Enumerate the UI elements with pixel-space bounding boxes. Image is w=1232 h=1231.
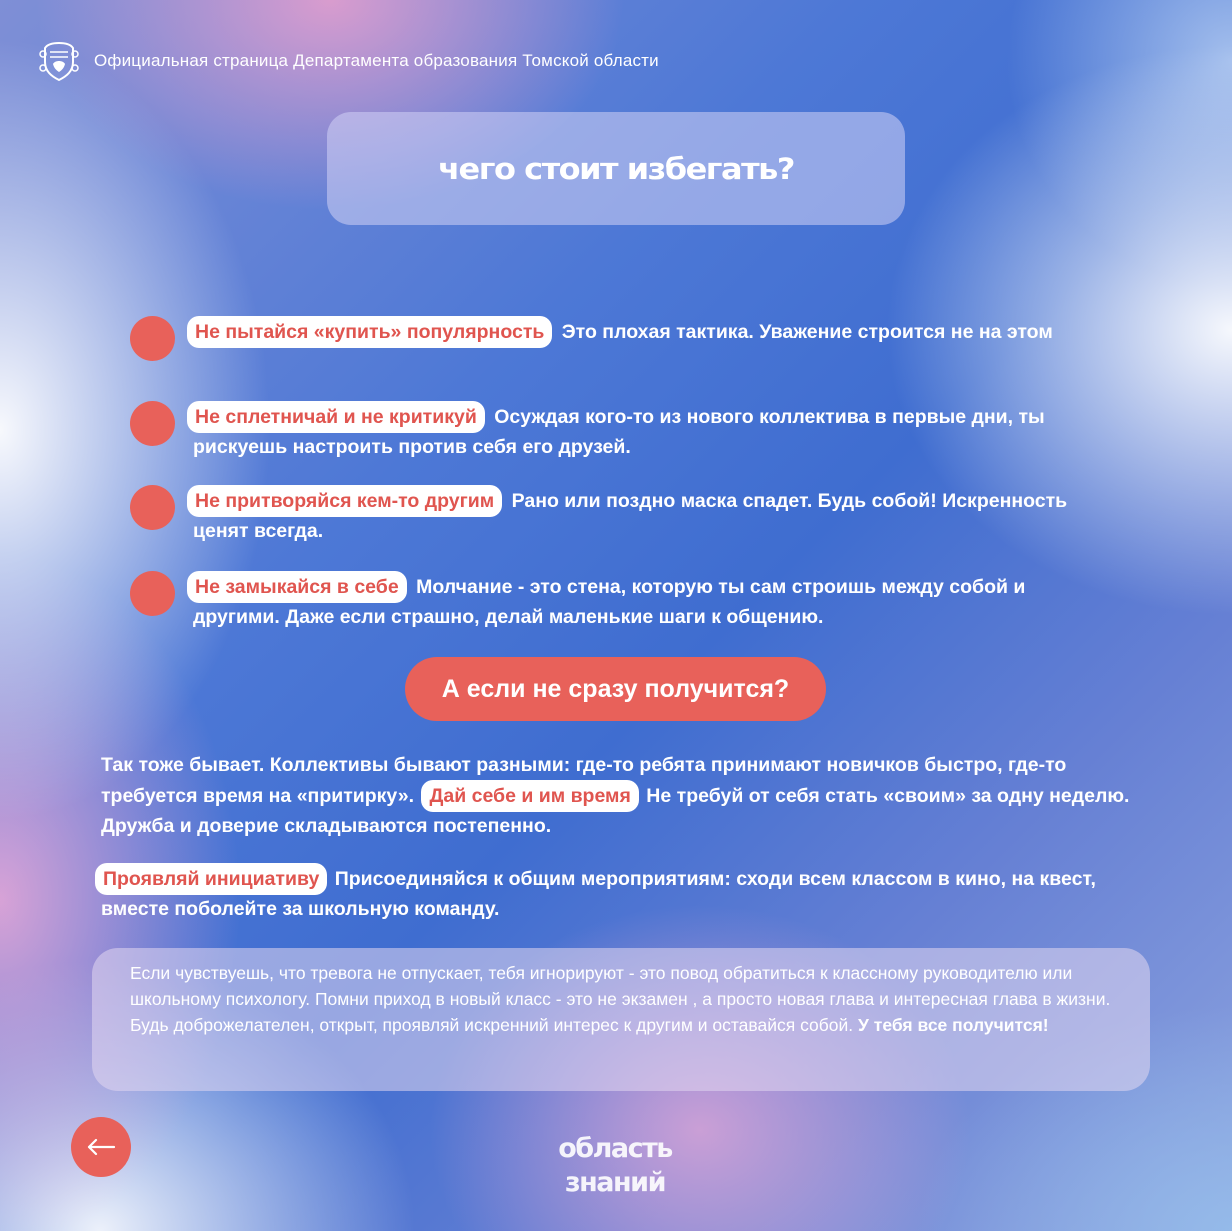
coat-of-arms-icon bbox=[38, 40, 80, 82]
bullet-dot bbox=[130, 485, 175, 530]
header bbox=[38, 40, 659, 82]
item-highlight: Не замыкайся в себе bbox=[187, 571, 407, 603]
advice-bold-text: У тебя все получится! bbox=[858, 1015, 1049, 1035]
brand-logo bbox=[520, 1132, 710, 1200]
advice-card bbox=[92, 948, 1150, 1091]
paragraph-highlight: Дай себе и им время bbox=[421, 780, 638, 812]
header-title: Официальная страница Департамента образования Томской области bbox=[94, 51, 659, 70]
arrow-left-icon bbox=[86, 1138, 116, 1156]
item-highlight: Не пытайся «купить» популярность bbox=[187, 316, 552, 348]
item-text: Рано или поздно маска спадет. Будь собой! Искренность ценят всегда. bbox=[193, 490, 1068, 542]
item-text: Осуждая кого-то из нового коллектива в первые дни, ты рискуешь настроить против себя его друзей. bbox=[193, 406, 1045, 458]
item-highlight: Не сплетничай и не критикуй bbox=[187, 401, 485, 433]
item-highlight: Не притворяйся кем-то другим bbox=[187, 485, 502, 517]
paragraph-patience bbox=[101, 751, 1141, 840]
page-title: чего стоит избегать? bbox=[438, 151, 794, 186]
bullet-dot bbox=[130, 316, 175, 361]
brand-line: знаний bbox=[564, 1167, 666, 1198]
paragraph-text: Присоединяйся к общим мероприятиям: сходи всем классом в кино, на квест, вместе поболейте за школьную команду. bbox=[101, 868, 1096, 920]
cta-heading: А если не сразу получится? bbox=[405, 657, 826, 721]
brand-line: область bbox=[558, 1133, 672, 1164]
paragraph-initiative bbox=[101, 863, 1141, 924]
title-card bbox=[327, 112, 905, 225]
paragraph-text: Так тоже бывает. Коллективы бывают разными: где-то ребята принимают новичков быстро, где-то требуется время на «притирку». bbox=[101, 754, 1067, 807]
back-button[interactable] bbox=[71, 1117, 131, 1177]
paragraph-text: Не требуй от себя стать «своим» за одну неделю. Дружба и доверие складываются постепенно. bbox=[101, 784, 1130, 837]
bullet-dot bbox=[130, 571, 175, 616]
item-text: Молчание - это стена, которую ты сам строишь между собой и другими. Даже если страшно, делай маленькие шаги к общению. bbox=[193, 576, 1026, 628]
advice-text: Если чувствуешь, что тревога не отпускает, тебя игнорируют - это повод обратиться к классному руководителю или школьному психологу. Помни приход в новый класс - это не экзамен , а просто новая глава и интересная глава в жизни. Будь доброжелателен, открыт, проявляй искренний интерес к другим и оставайся собой. bbox=[130, 963, 1111, 1035]
bullet-dot bbox=[130, 401, 175, 446]
paragraph-highlight: Проявляй инициативу bbox=[95, 863, 327, 895]
item-text: Это плохая тактика. Уважение строится не на этом bbox=[561, 321, 1053, 343]
